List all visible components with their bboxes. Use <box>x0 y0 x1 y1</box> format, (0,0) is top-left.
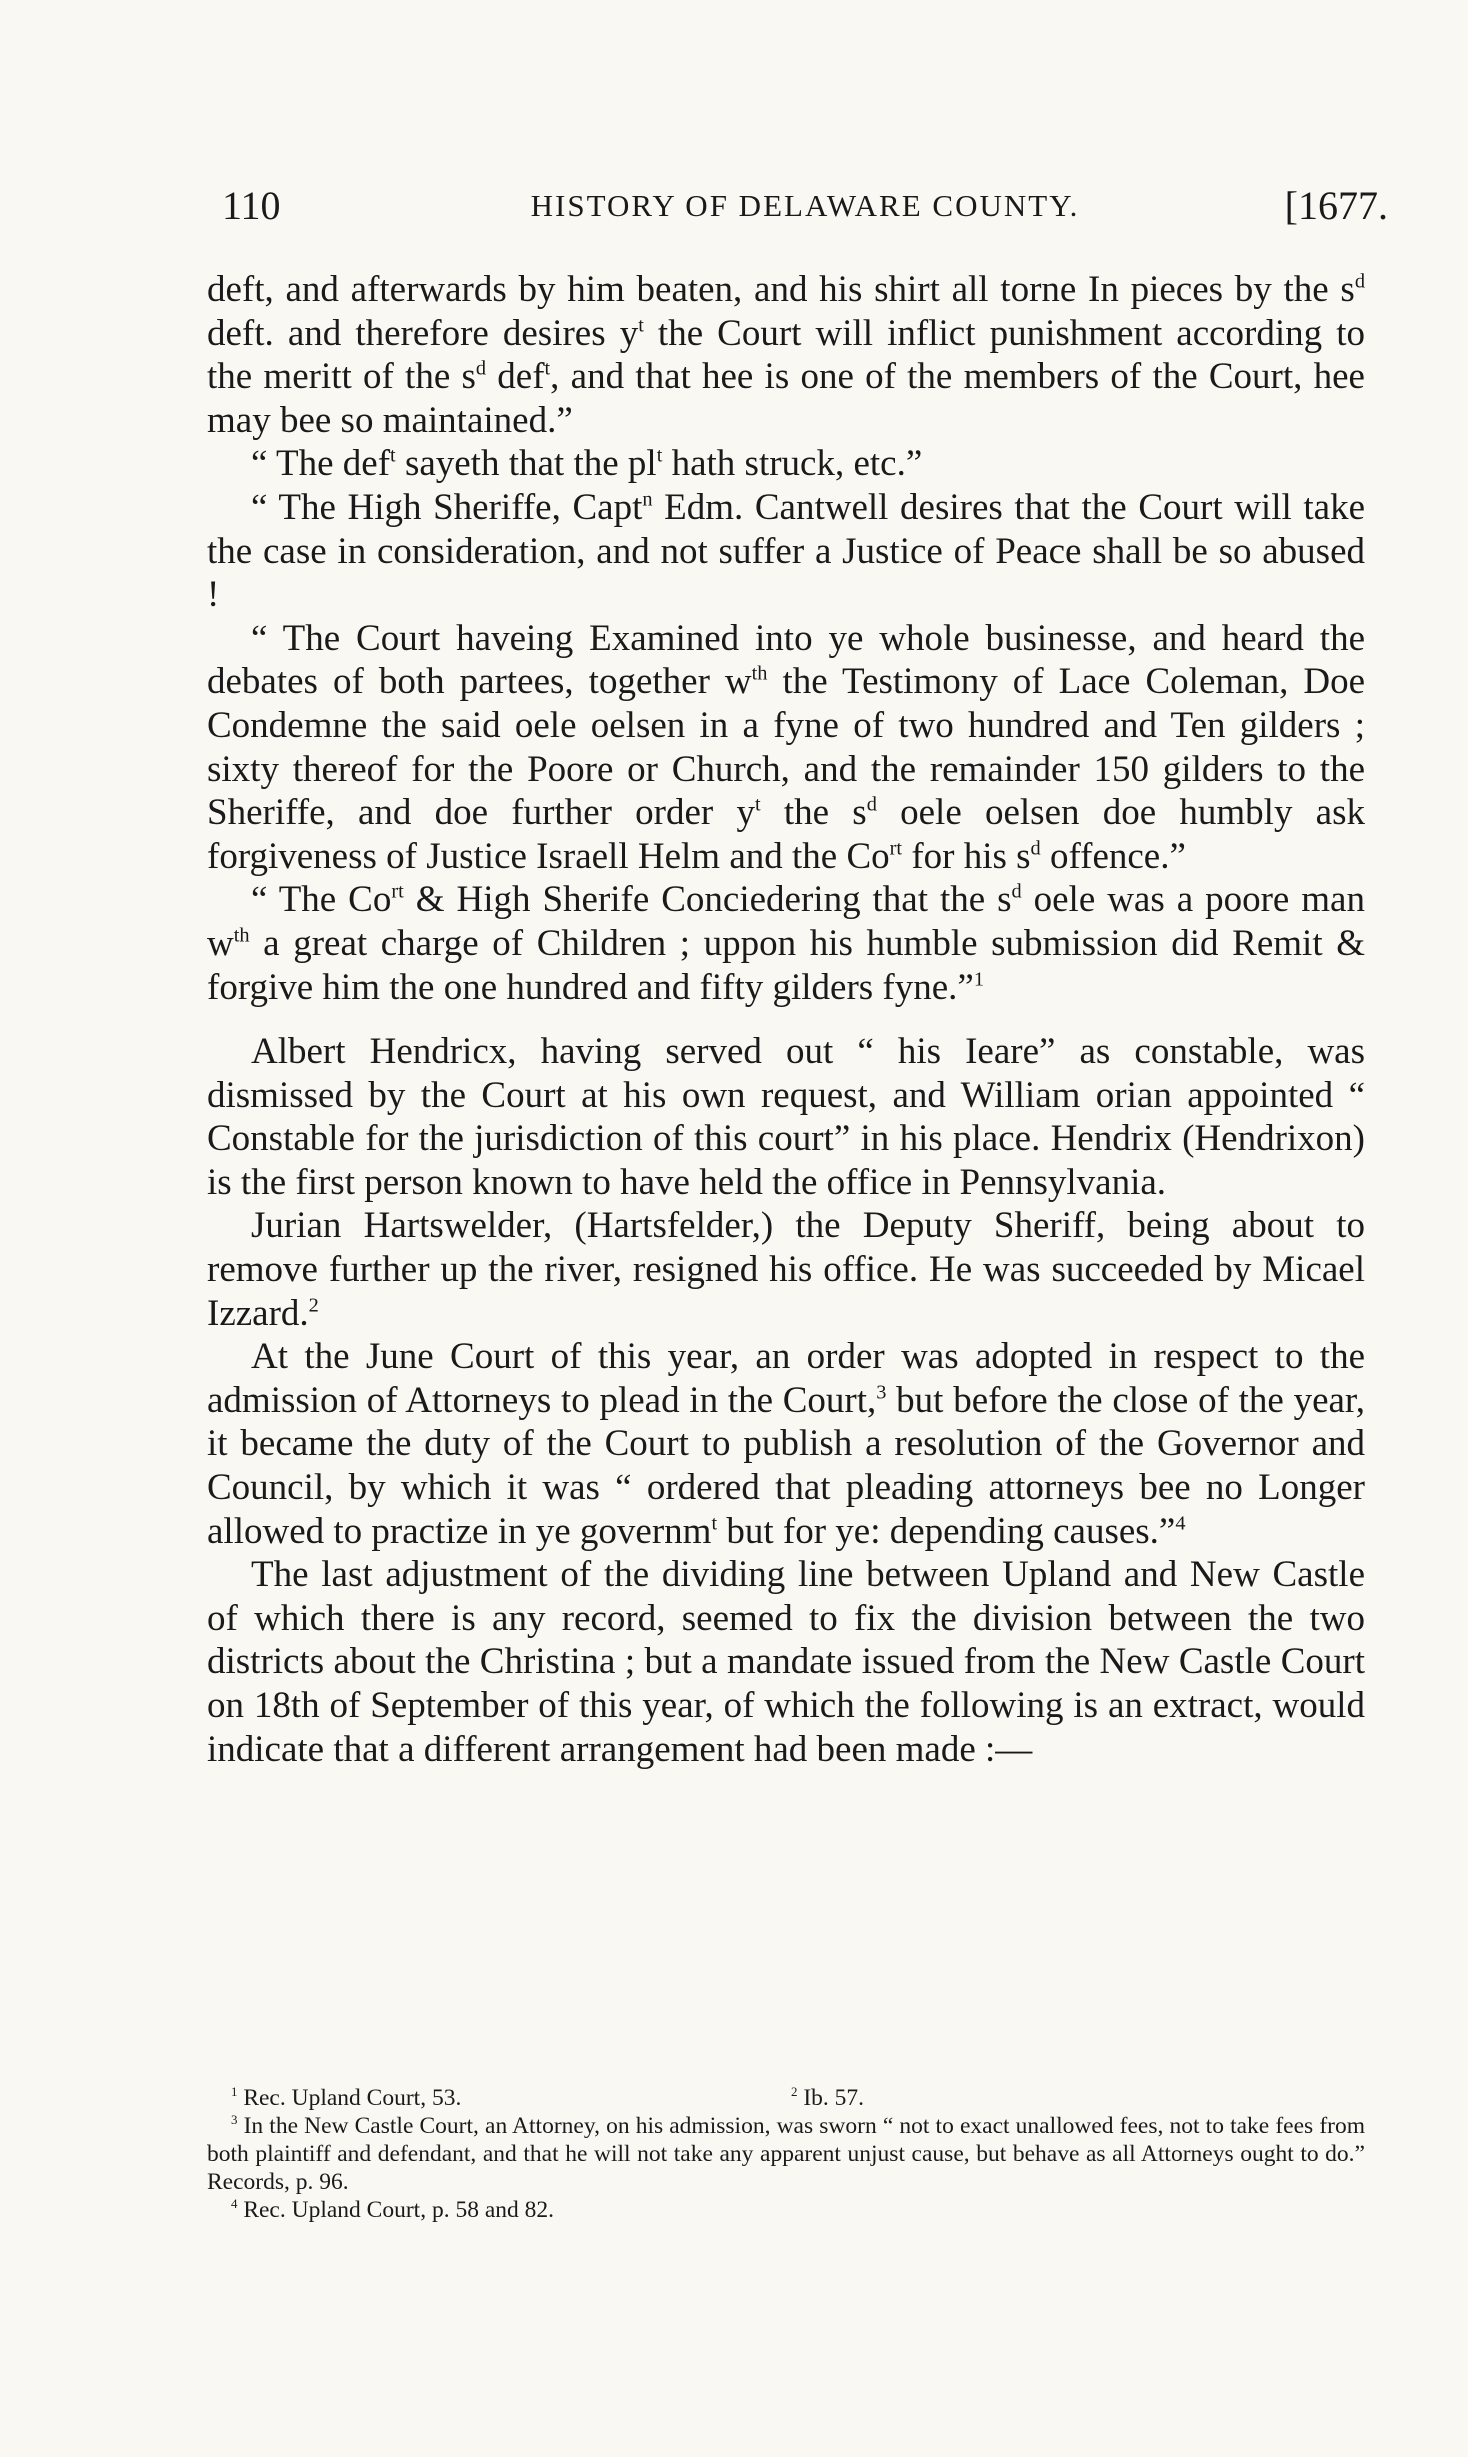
page-number: 110 <box>222 183 281 228</box>
superscript: th <box>751 663 768 686</box>
paragraph <box>207 617 1365 879</box>
paragraph <box>207 1030 1365 1204</box>
superscript: rt <box>391 880 404 903</box>
text-run: but before the close of the year, it became the duty of the Court to publish a resolution of the Governor and Council, by which it was “ ordered that pleading attorneys bee no Longer allowed to practize in ye governm <box>207 1379 1365 1552</box>
text-run: for his s <box>902 835 1031 877</box>
footnote-2-number: 2 <box>791 2084 798 2100</box>
text-run: deft. and therefore desires y <box>207 312 639 354</box>
header-year: [1677. <box>1284 183 1388 228</box>
paragraph <box>207 1553 1365 1771</box>
superscript: d <box>1011 880 1022 903</box>
text-run: hath struck, etc.” <box>662 443 923 485</box>
superscript: n <box>642 488 653 511</box>
paragraph <box>207 878 1365 1009</box>
text-run: “ The def <box>251 443 391 485</box>
footnote-1-text: Rec. Upland Court, 53. <box>237 2085 462 2111</box>
superscript: t <box>544 357 551 380</box>
text-run: oele was a poore man w <box>207 879 1365 964</box>
footnote-2 <box>791 2084 864 2112</box>
text-run: & High Sherife Conciedering that the s <box>403 879 1012 921</box>
footnote-4-number: 4 <box>231 2196 238 2212</box>
footnote-3-number: 3 <box>231 2112 238 2128</box>
footnote-1-number: 1 <box>231 2084 238 2100</box>
footnote-4 <box>207 2196 1365 2224</box>
text-run: the Testimony of Lace Coleman, Doe Condemne the said oele oelsen in a fyne of two hundred and Ten gilders ; sixty thereof for the Poore or Church, and the remainder 150 gilders to the Sheriffe, and doe further order y <box>207 661 1365 834</box>
text-run: deft, and afterwards by him beaten, and his shirt all torne In pieces by the s <box>207 269 1355 310</box>
superscript: th <box>233 924 250 947</box>
superscript: t <box>656 445 663 468</box>
text-run: Edm. Cantwell desires that the Court will take the case in consideration, and not suffer a Justice of Peace shall be so abused ! <box>207 486 1365 616</box>
running-title: HISTORY OF DELAWARE COUNTY. <box>530 188 1080 223</box>
footnote-3-text: In the New Castle Court, an Attorney, on his admission, was sworn “ not to exact unallowed fees, not to take fees from both plaintiff and defendant, and that he will not take any apparent unjust cause, but behave as all Attorneys ought to do.” Records, p. 96. <box>207 2113 1365 2195</box>
superscript: 4 <box>1175 1512 1186 1535</box>
text-run: def <box>486 356 545 398</box>
text-run: Albert Hendricx, having served out “ his Ieare” as constable, was dismissed by the Court at his own request, and William orian appointed “ Constable for the jurisdiction of this court” in his place. Hendrix (Hendrixon) is the first person known to have held the office in Pennsylvania. <box>207 1031 1365 1203</box>
footnotes <box>207 2084 1365 2224</box>
footnote-2-text: Ib. 57. <box>797 2085 865 2111</box>
paragraph <box>207 1204 1365 1335</box>
text-run: “ The Court haveing Examined into ye whole businesse, and heard the debates of both partees, together w <box>207 617 1365 703</box>
text-run: but for ye: depending causes.” <box>717 1510 1176 1552</box>
text-run: sayeth that the pl <box>395 443 657 485</box>
superscript: t <box>638 314 644 337</box>
text-run: the Court will inflict punishment according to the meritt of the s <box>207 312 1365 398</box>
superscript: d <box>1354 270 1365 293</box>
text-run: offence.” <box>1040 835 1186 877</box>
text-run: “ The High Sheriffe, Capt <box>251 486 643 528</box>
superscript: t <box>390 445 396 468</box>
superscript: 3 <box>876 1381 887 1404</box>
paragraph <box>207 1335 1365 1553</box>
page-header <box>222 182 1388 238</box>
superscript: rt <box>889 837 903 860</box>
superscript: d <box>475 357 487 380</box>
text-run: , and that hee is one of the members of the Court, hee may bee so maintained.” <box>207 356 1365 441</box>
footnote-1 <box>231 2084 791 2112</box>
text-run: the s <box>760 792 867 834</box>
superscript: t <box>754 793 761 816</box>
paragraph <box>207 268 1365 442</box>
superscript: d <box>1030 837 1041 860</box>
footnote-3 <box>207 2112 1365 2196</box>
footnote-4-text: Rec. Upland Court, p. 58 and 82. <box>237 2197 555 2223</box>
paragraph <box>207 486 1365 617</box>
text-run: “ The Co <box>251 879 392 921</box>
text-run: The last adjustment of the dividing line between Upland and New Castle of which there is any record, seemed to fix the division between the two districts about the Christina ; but a mandate issued from the New Castle Court on 18th of September of this year, of which the following is an extract, would indicate that a different arrangement had been made :— <box>207 1554 1365 1770</box>
superscript: t <box>711 1512 718 1535</box>
text-run: At the June Court of this year, an order was adopted in respect to the admission of Attorneys to plead in the Court, <box>207 1336 1365 1421</box>
text-run: Jurian Hartswelder, (Hartsfelder,) the Deputy Sheriff, being about to remove further up the river, resigned his office. He was succeeded by Micael Izzard. <box>207 1205 1365 1334</box>
footnote-row-1-2 <box>207 2084 1365 2112</box>
text-run: a great charge of Children ; uppon his humble submission did Remit & forgive him the one hundred and fifty gilders fyne.” <box>207 922 1365 1008</box>
text-run: oele oelsen doe humbly ask forgiveness of Justice Israell Helm and the Co <box>207 792 1366 877</box>
paragraph <box>207 442 1365 486</box>
superscript: 2 <box>308 1294 319 1317</box>
body-text <box>207 268 1365 1771</box>
superscript: 1 <box>973 968 985 991</box>
superscript: d <box>866 793 877 816</box>
